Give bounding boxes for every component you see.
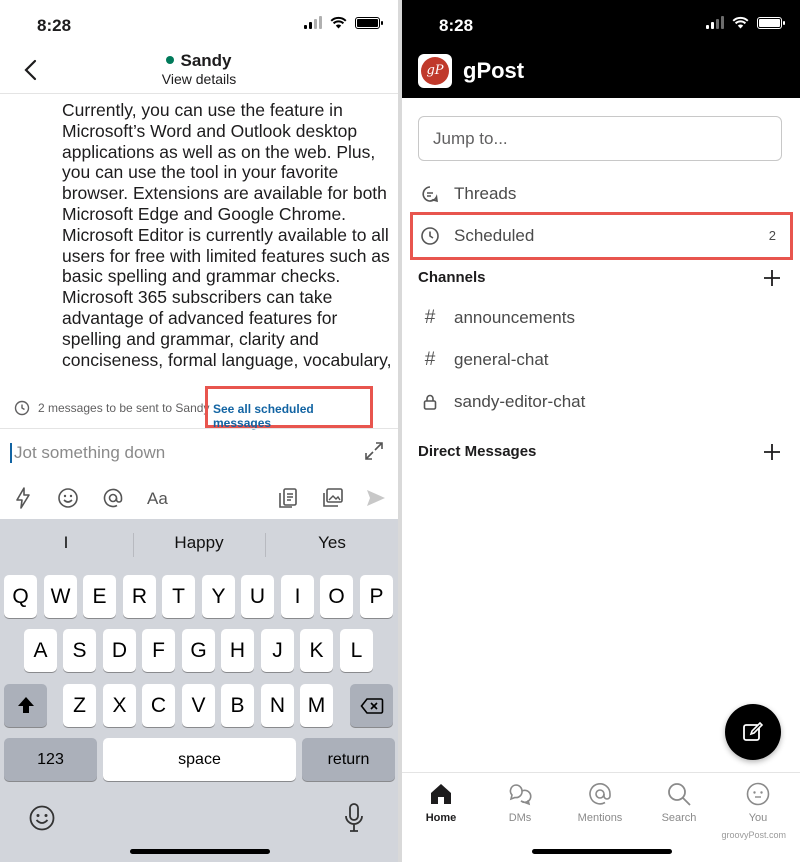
composer xyxy=(0,428,398,516)
tab-home[interactable] xyxy=(406,781,476,824)
add-dm-plus-icon[interactable] xyxy=(762,442,782,462)
hash-icon: # xyxy=(424,307,436,328)
emoji-icon[interactable] xyxy=(55,485,81,511)
workspace-header xyxy=(402,0,800,98)
status-bar xyxy=(0,0,398,48)
key-l[interactable]: L xyxy=(340,629,373,672)
key-b[interactable]: B xyxy=(221,684,254,727)
presence-dot-icon xyxy=(166,56,174,64)
numbers-key[interactable]: 123 xyxy=(4,738,97,781)
wifi-icon xyxy=(732,16,749,29)
key-c[interactable]: C xyxy=(142,684,175,727)
clock-icon xyxy=(420,226,440,246)
status-time: 8:28 xyxy=(439,16,474,35)
key-w[interactable]: W xyxy=(44,575,77,618)
key-v[interactable]: V xyxy=(182,684,215,727)
key-a[interactable]: A xyxy=(24,629,57,672)
svg-text:Aa: Aa xyxy=(147,489,168,508)
status-icons xyxy=(706,16,782,29)
workspace-name[interactable]: gPost xyxy=(463,58,525,83)
key-t[interactable]: T xyxy=(162,575,195,618)
mention-icon[interactable] xyxy=(100,485,126,511)
emoji-keyboard-icon[interactable] xyxy=(28,804,56,832)
key-f[interactable]: F xyxy=(142,629,175,672)
channel-item[interactable] xyxy=(402,342,800,378)
lock-icon xyxy=(420,392,440,412)
dms-icon xyxy=(507,781,533,807)
key-y[interactable]: Y xyxy=(202,575,235,618)
suggestion[interactable]: Happy xyxy=(174,533,224,552)
mentions-icon xyxy=(587,781,613,807)
home-screen xyxy=(402,0,800,862)
key-d[interactable]: D xyxy=(103,629,136,672)
return-key[interactable]: return xyxy=(302,738,395,781)
workspace-logo[interactable]: gP xyxy=(418,54,452,88)
status-icons xyxy=(304,16,380,29)
compose-button[interactable] xyxy=(725,704,781,760)
tab-search[interactable] xyxy=(644,781,714,824)
direct-messages-header[interactable]: Direct Messages xyxy=(418,443,537,460)
key-z[interactable]: Z xyxy=(63,684,96,727)
home-indicator xyxy=(532,849,672,854)
channel-item[interactable] xyxy=(402,300,800,336)
space-key[interactable]: space xyxy=(103,738,296,781)
chat-screen xyxy=(0,0,398,862)
suggestion[interactable]: I xyxy=(63,533,69,552)
key-h[interactable]: H xyxy=(221,629,254,672)
predictive-bar xyxy=(0,519,398,569)
photo-icon[interactable] xyxy=(320,485,346,511)
tab-label: Mentions xyxy=(577,812,623,824)
send-icon[interactable] xyxy=(363,485,389,511)
key-s[interactable]: S xyxy=(63,629,96,672)
tab-mentions[interactable] xyxy=(565,781,635,824)
hash-icon: # xyxy=(424,349,436,370)
tab-label: Home xyxy=(425,812,457,824)
key-x[interactable]: X xyxy=(103,684,136,727)
battery-icon xyxy=(757,17,782,29)
message-input[interactable]: Jot something down xyxy=(10,443,165,463)
shift-key[interactable] xyxy=(4,684,47,727)
tab-label: DMs xyxy=(508,812,532,824)
search-icon xyxy=(666,781,692,807)
wifi-icon xyxy=(330,16,347,29)
key-p[interactable]: P xyxy=(360,575,393,618)
attach-file-icon[interactable] xyxy=(275,485,301,511)
you-avatar-icon xyxy=(745,781,771,807)
threads-icon xyxy=(420,184,440,204)
sidebar-item-scheduled[interactable] xyxy=(402,218,800,254)
tab-label: You xyxy=(748,812,768,824)
watermark: groovyPost.com xyxy=(721,830,786,840)
scheduled-count-badge: 2 xyxy=(768,228,776,243)
bottom-tab-bar xyxy=(402,772,800,862)
home-icon xyxy=(428,781,454,807)
channel-label: sandy-editor-chat xyxy=(454,392,586,411)
add-channel-plus-icon[interactable] xyxy=(762,268,782,288)
key-i[interactable]: I xyxy=(281,575,314,618)
sidebar-item-threads[interactable] xyxy=(402,176,800,212)
scheduled-note: 2 messages to be sent to Sandy xyxy=(38,401,210,415)
home-indicator xyxy=(130,849,270,854)
key-r[interactable]: R xyxy=(123,575,156,618)
signal-icon xyxy=(304,16,322,29)
composer-toolbar xyxy=(0,485,398,515)
tab-you[interactable] xyxy=(723,781,793,824)
message-body: Currently, you can use the feature in Microsoft’s Word and Outlook desktop applications as well as on the web. Plus, you can use the tool in your favorite browser. Extensions are available for both Microsoft Edge and Google Chrome. Microsoft Editor is currently available to all users for free with limited features such as basic spelling and grammar checks. Microsoft 365 subscribers can take advantage of advanced features for spelling and grammar, clarity and conciseness, formal language, vocabulary, xyxy=(62,100,392,370)
tab-dms[interactable] xyxy=(485,781,555,824)
channel-item[interactable] xyxy=(402,384,800,420)
key-u[interactable]: U xyxy=(241,575,274,618)
sidebar-item-label: Scheduled xyxy=(454,226,535,245)
key-j[interactable]: J xyxy=(261,629,294,672)
key-k[interactable]: K xyxy=(300,629,333,672)
format-text-icon[interactable] xyxy=(145,485,171,511)
channels-header[interactable]: Channels xyxy=(418,269,486,286)
key-o[interactable]: O xyxy=(320,575,353,618)
jump-to-input[interactable]: Jump to... xyxy=(418,116,782,161)
clock-icon xyxy=(14,400,30,416)
shortcuts-lightning-icon[interactable] xyxy=(10,485,36,511)
key-e[interactable]: E xyxy=(83,575,116,618)
compose-pencil-icon xyxy=(741,720,765,744)
microphone-icon[interactable] xyxy=(343,802,365,834)
channel-label: general-chat xyxy=(454,350,549,369)
key-q[interactable]: Q xyxy=(4,575,37,618)
battery-icon xyxy=(355,17,380,29)
key-g[interactable]: G xyxy=(182,629,215,672)
channel-label: announcements xyxy=(454,308,575,327)
status-time: 8:28 xyxy=(37,16,72,35)
view-details-link[interactable]: View details xyxy=(161,71,237,87)
expand-icon[interactable] xyxy=(364,441,384,461)
see-all-scheduled-link[interactable]: See all scheduled messages xyxy=(205,386,373,428)
backspace-icon xyxy=(360,697,384,715)
key-m[interactable]: M xyxy=(300,684,333,727)
delete-key[interactable] xyxy=(350,684,393,727)
signal-icon xyxy=(706,16,724,29)
key-n[interactable]: N xyxy=(261,684,294,727)
chat-header xyxy=(0,48,398,94)
keyboard-bottom xyxy=(0,790,398,862)
chat-title[interactable]: Sandy xyxy=(0,51,398,71)
keyboard xyxy=(0,519,398,862)
suggestion[interactable]: Yes xyxy=(318,533,346,552)
shift-arrow-icon xyxy=(16,695,36,715)
sidebar-item-label: Threads xyxy=(454,184,517,203)
tab-label: Search xyxy=(661,812,697,824)
